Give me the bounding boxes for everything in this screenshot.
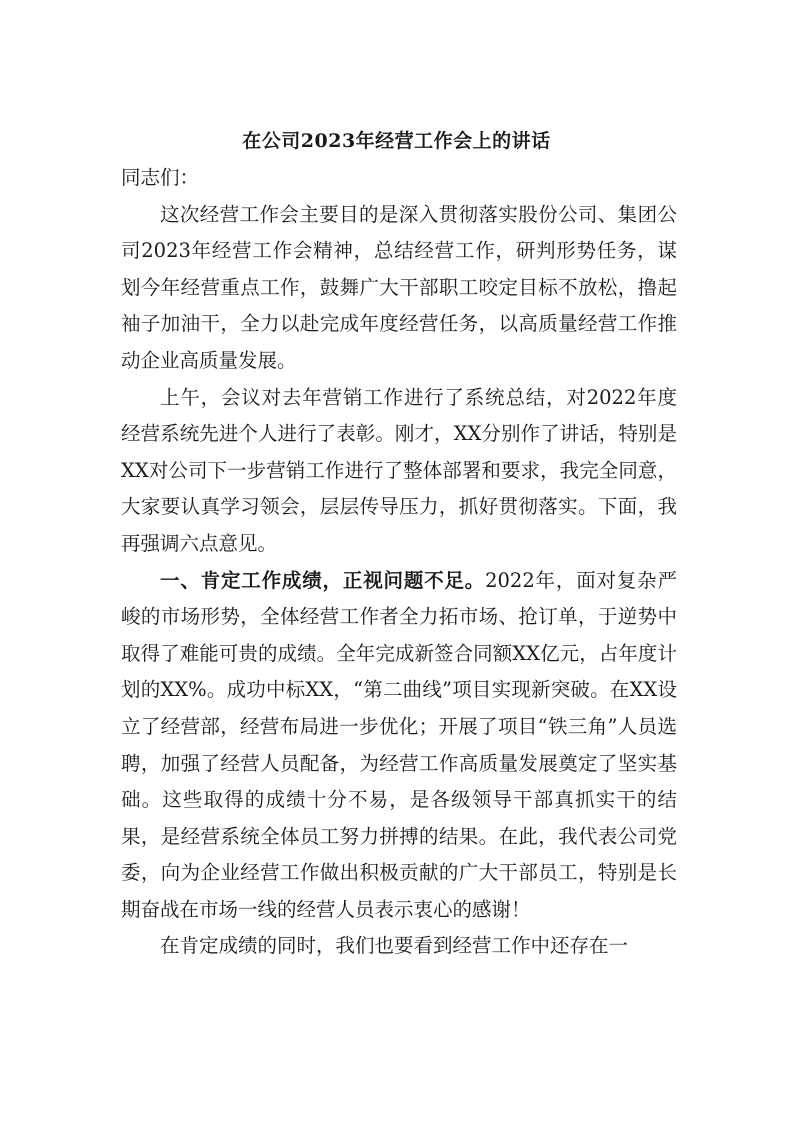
section-heading: 一、肯定工作成绩，正视问题不足。 <box>160 568 486 592</box>
paragraph-text: 上午，会议对去年营销工作进行了系统总结，对2022年度经营系统先进个人进行了表彰。刚才，XX分别作了讲话，特别是XX对公司下一步营销工作进行了整体部署和要求，我完全同意，大家要认真学习领会，层层传导压力，抓好贯彻落实。下面，我再强调六点意见。 <box>121 385 677 555</box>
paragraph-problems <box>121 928 677 965</box>
paragraph-text: 在肯定成绩的同时，我们也要看到经营工作中还存在一 <box>160 934 629 958</box>
paragraph-section-one <box>121 563 677 929</box>
paragraph-intro <box>121 197 677 380</box>
salutation: 同志们： <box>121 166 200 189</box>
paragraph-text: 这次经营工作会主要目的是深入贯彻落实股份公司、集团公司2023年经营工作会精神，总结经营工作，研判形势任务，谋划今年经营重点工作，鼓舞广大干部职工咬定目标不放松，撸起袖子加油干，全力以赴完成年度经营任务，以高质量经营工作推动企业高质量发展。 <box>121 202 677 372</box>
paragraph-morning-summary <box>121 380 677 563</box>
document-title: 在公司2023年经营工作会上的讲话 <box>242 130 551 152</box>
paragraph-text: 2022年，面对复杂严峻的市场形势，全体经营工作者全力拓市场、抢订单，于逆势中取得了难能可贵的成绩。全年完成新签合同额XX亿元，占年度计划的XX%。成功中标XX，“第二曲线”项目实现新突破。在XX设立了经营部，经营布局进一步优化；开展了项目“铁三角”人员选聘，加强了经营人员配备，为经营工作高质量发展奠定了坚实基础。这些取得的成绩十分不易，是各级领导干部真抓实干的结果，是经营系统全体员工努力拼搏的结果。在此，我代表公司党委，向为企业经营工作做出积极贡献的广大干部员工，特别是长期奋战在市场一线的经营人员表示衷心的感谢！ <box>121 568 677 921</box>
document-body <box>121 160 677 965</box>
